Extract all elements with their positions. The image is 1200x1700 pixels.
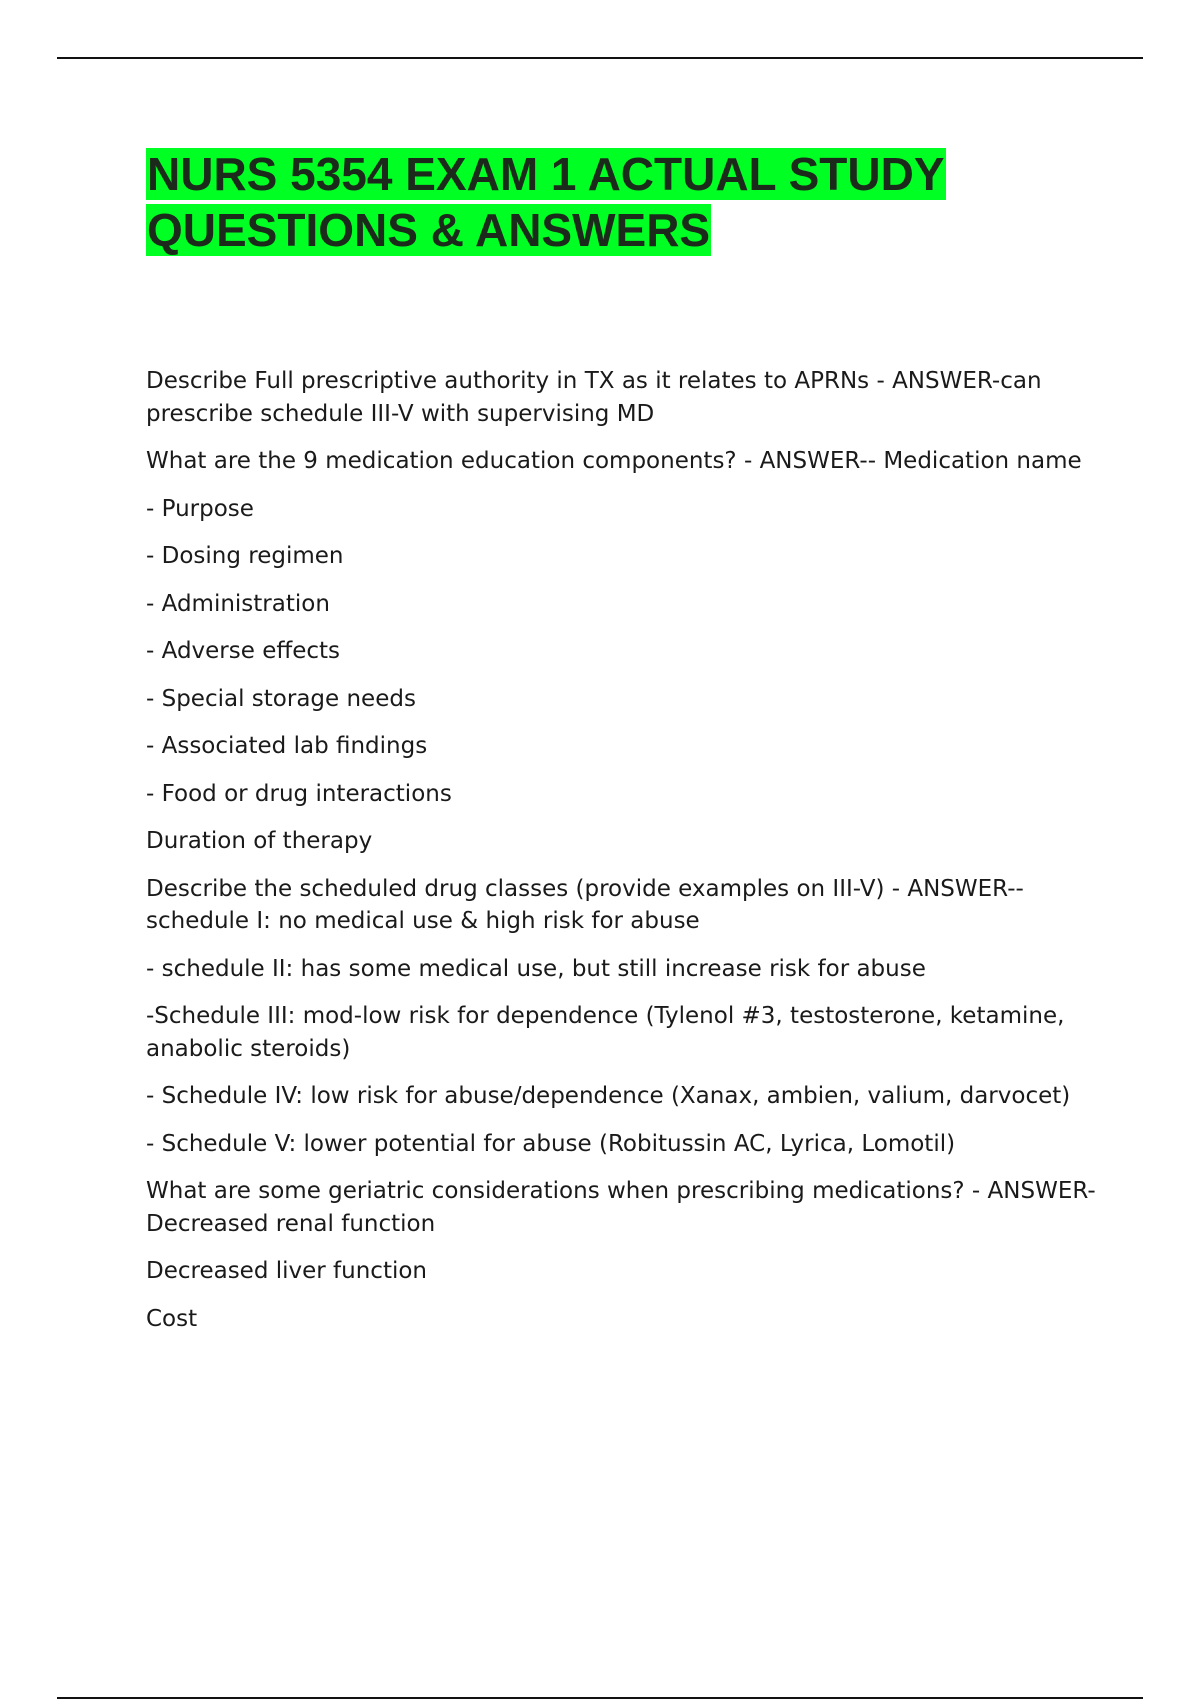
document-title	[146, 146, 1146, 258]
paragraph-education-components: What are the 9 medication education components? - ANSWER-- Medication name	[146, 448, 1082, 474]
header-rule	[57, 57, 1143, 59]
list-item: - Dosing regimen	[146, 543, 344, 569]
list-item: - Administration	[146, 590, 330, 617]
list-item: - schedule II: has some medical use, but still increase risk for abuse	[146, 955, 926, 982]
list-item: Decreased liver function	[146, 1258, 428, 1284]
list-item: - Food or drug interactions	[146, 780, 452, 807]
list-item: - Schedule IV: low risk for abuse/dependence (Xanax, ambien, valium, darvocet)	[146, 1083, 1071, 1109]
list-item: Duration of therapy	[146, 828, 373, 854]
title-highlight: NURS 5354 EXAM 1 ACTUAL STUDY QUESTIONS & ANSWERS	[147, 148, 945, 256]
paragraph-scheduled-drug-classes: Describe the scheduled drug classes (provide examples on III-V) - ANSWER-- schedule I: no medical use & high risk for abuse	[146, 875, 1024, 934]
list-item: - Special storage needs	[146, 685, 416, 712]
list-item: -Schedule III: mod-low risk for dependence (Tylenol #3, testosterone, ketamine, anabolic steroids)	[146, 1003, 1065, 1062]
paragraph-geriatric-considerations: What are some geriatric considerations when prescribing medications? - ANSWER-Decreased renal function	[146, 1178, 1096, 1237]
list-item: - Purpose	[146, 495, 254, 522]
document-body	[146, 365, 1106, 1350]
list-item: - Schedule V: lower potential for abuse (Robitussin AC, Lyrica, Lomotil)	[146, 1130, 956, 1157]
list-item: - Associated lab findings	[146, 733, 428, 759]
paragraph-aprn-authority: Describe Full prescriptive authority in TX as it relates to APRNs - ANSWER-can prescribe schedule III-V with supervising MD	[146, 368, 1042, 427]
footer-rule	[57, 1697, 1143, 1699]
list-item: - Adverse effects	[146, 638, 340, 664]
list-item: Cost	[146, 1305, 198, 1332]
